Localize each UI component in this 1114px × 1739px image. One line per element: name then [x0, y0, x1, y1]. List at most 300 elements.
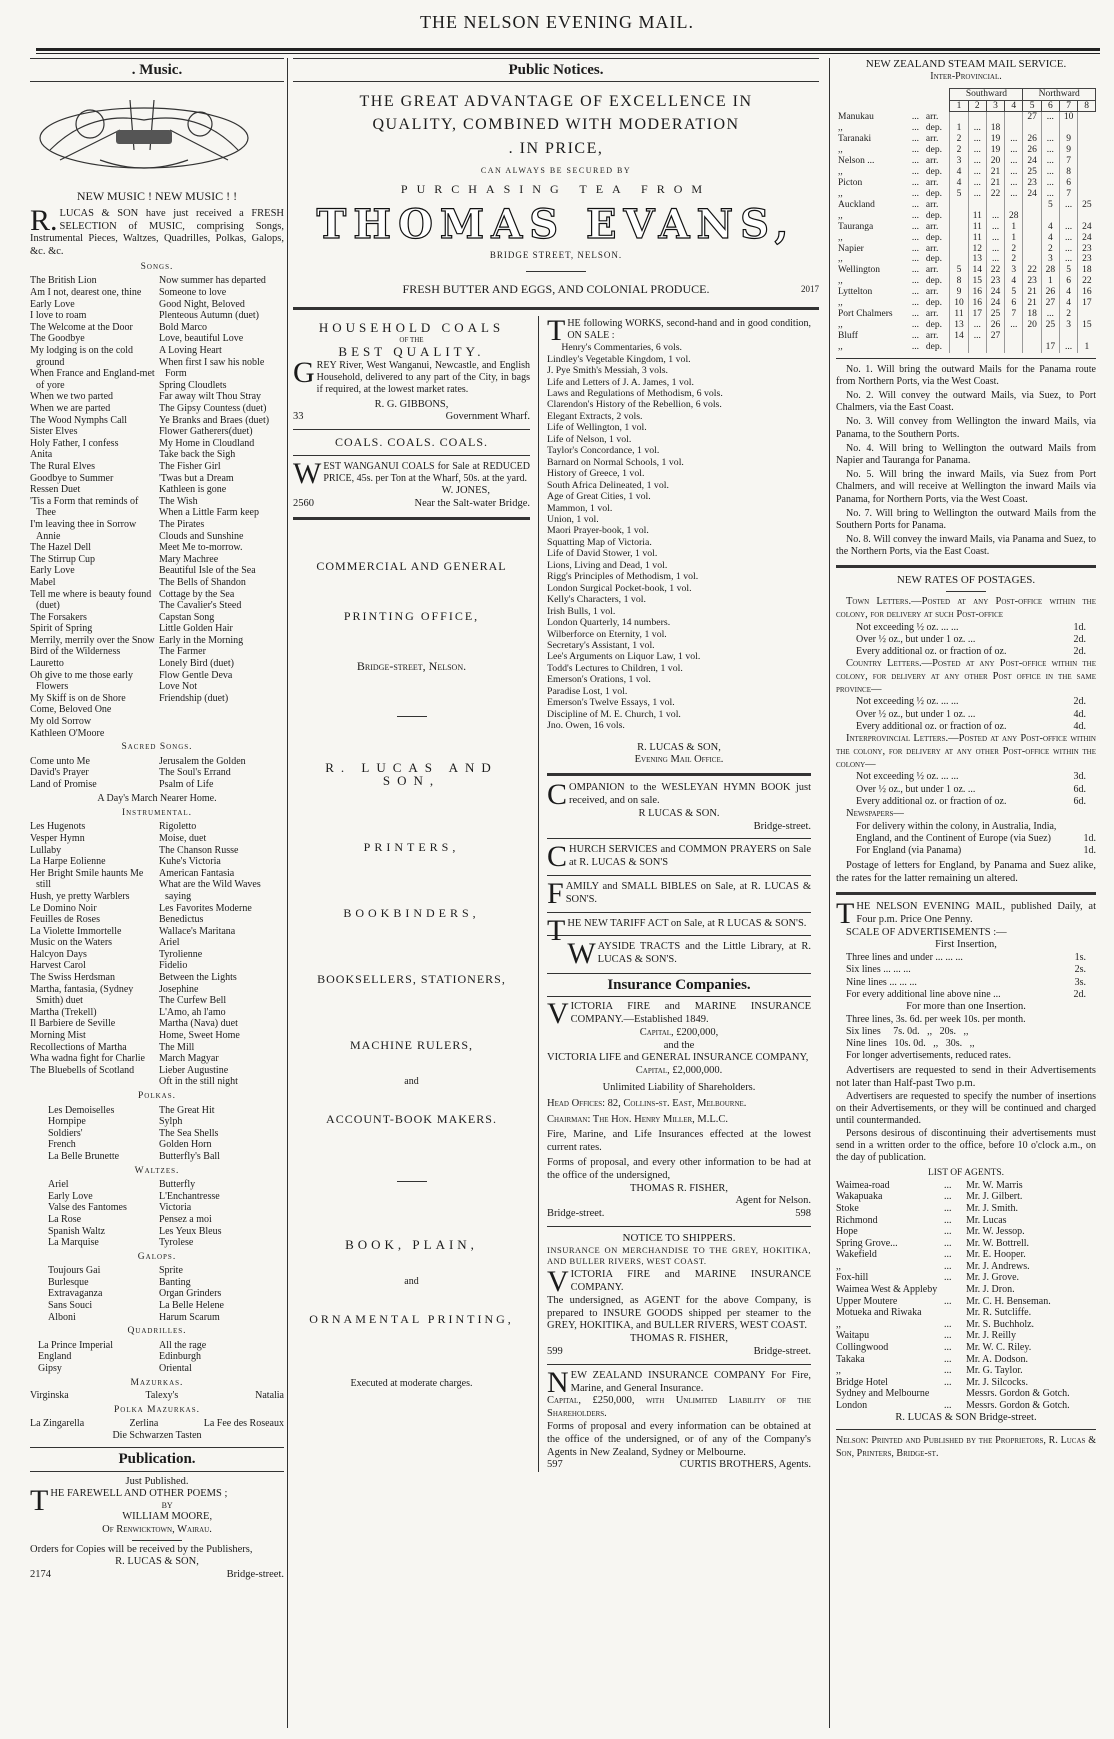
shippers-heading: NOTICE TO SHIPPERS.: [622, 1232, 736, 1245]
tea-secured: CAN ALWAYS BE SECURED BY: [480, 165, 632, 175]
table-cell: 17: [968, 309, 986, 320]
works-item: Life and Letters of J. A. James, 1 vol.: [547, 376, 694, 388]
table-cell: 8: [1059, 167, 1077, 178]
table-cell: 23: [986, 276, 1004, 287]
list-item: Bird of the Wilderness: [30, 646, 121, 658]
agent-row: [836, 1296, 1096, 1308]
list-item: Vesper Hymn: [30, 832, 85, 844]
rate-label: Not exceeding ½ oz. ... ...: [856, 621, 959, 633]
list-item: Benedictus: [159, 914, 204, 926]
table-cell: 26: [986, 320, 1004, 331]
agent-cell: ...: [944, 1342, 952, 1354]
coals-name: R. G. GIBBONS,: [374, 398, 449, 410]
nem-title: THE NELSON EVENING MAIL, published Daily, at Four p.m. Price One Penny.: [836, 896, 1096, 930]
table-cell: ...: [986, 233, 1004, 244]
table-row: [836, 298, 1096, 309]
table-cell: 15: [968, 276, 986, 287]
list-item: L'Enchantresse: [159, 1190, 220, 1202]
polka-mazurkas-list: [30, 1418, 284, 1430]
shippers-bridge: Bridge-street.: [753, 1345, 811, 1357]
list-item: Butterfly: [159, 1179, 196, 1191]
agent-cell: Motueka and Riwaka: [836, 1307, 922, 1319]
ad-bibles: FAMILY and SMALL BIBLES on Sale, at R. LUCAS & SON'S.: [547, 876, 811, 910]
table-row: [836, 167, 1096, 178]
list-item: Love Not: [159, 681, 198, 693]
list-item: La Marquise: [48, 1237, 99, 1249]
list-item: All the rage: [159, 1339, 207, 1351]
list-item: Josephine: [159, 983, 199, 995]
table-cell: 17: [1078, 298, 1096, 309]
printing-line-12: and: [404, 1275, 419, 1287]
table-cell: Port Chalmers: [838, 309, 893, 320]
rate-row: [856, 784, 1096, 796]
insurance-unlimited: Unlimited Liability of Shareholders.: [602, 1082, 756, 1094]
works-item: Irish Bulls, 1 vol.: [547, 605, 616, 617]
table-cell: 16: [968, 287, 986, 298]
agent-cell: Mr. C. H. Benseman.: [966, 1295, 1051, 1307]
table-cell: 14: [968, 265, 986, 276]
table-cell: 28: [1041, 265, 1059, 276]
table-cell: ...: [911, 188, 920, 199]
table-cell: ...: [1005, 167, 1023, 178]
list-item: La Rose: [48, 1213, 82, 1225]
table-cell: 24: [986, 298, 1004, 309]
table-cell: arr.: [925, 265, 939, 276]
waltzes-label: Waltzes.: [134, 1165, 180, 1176]
table-cell: 17: [1041, 342, 1059, 353]
publication-just: Just Published.: [125, 1475, 189, 1487]
list-item: Lauretto: [30, 658, 64, 670]
table-cell: 14: [950, 331, 968, 342]
list-item: Soldiers': [48, 1127, 83, 1139]
list-item: Martha, fantasia, (Sydney Smith) duet: [30, 983, 134, 1007]
coals-place: Government Wharf.: [445, 411, 530, 423]
list-item: Early Love: [30, 298, 75, 310]
list-item: Lonely Bird (duet): [159, 658, 234, 670]
table-cell: 21: [1023, 287, 1041, 298]
list-item: Rigoletto: [159, 821, 197, 833]
waltzes-right-list: [159, 1179, 266, 1249]
table-cell: Nelson ...: [838, 156, 875, 167]
table-cell: 2: [1005, 244, 1023, 255]
table-row: [836, 309, 1096, 320]
list-item: The Chanson Russe: [159, 844, 239, 856]
list-item: The Hazel Dell: [30, 542, 92, 554]
tea-line-2: QUALITY, COMBINED WITH MODERATION: [372, 116, 740, 134]
agent-cell: ...: [944, 1318, 952, 1330]
agent-row: [836, 1226, 1096, 1238]
table-cell: 2: [1059, 309, 1077, 320]
music-intro: R.LUCAS & SON have just received a FRESH SELECTION of MUSIC, comprising Songs, Instrumental Pieces, Waltzes, Quadrilles, Polkas, Galops, &c. &c.: [30, 203, 284, 258]
table-cell: 5: [1041, 200, 1059, 211]
table-cell: ...: [968, 189, 986, 200]
agent-cell: ...: [944, 1214, 952, 1226]
table-cell: [950, 222, 968, 233]
works-item: History of Greece, 1 vol.: [547, 468, 645, 480]
table-cell: ...: [911, 123, 920, 134]
list-item: Cottage by the Sea: [159, 588, 235, 600]
coals-heading-3: COALS. COALS. COALS.: [334, 435, 489, 450]
list-item: L'Amo, ah l'amo: [159, 1006, 226, 1018]
shippers-number: 599: [547, 1345, 563, 1357]
table-row: [836, 156, 1096, 167]
table-cell: ...: [1059, 342, 1077, 353]
list-item: Oft in the still night: [159, 1076, 238, 1088]
list-item: The Soul's Errand: [159, 767, 231, 779]
printing-line-10: ACCOUNT-BOOK MAKERS.: [326, 1111, 497, 1126]
list-item: The Rural Elves: [30, 460, 95, 472]
list-item: Valse des Fantomes: [48, 1202, 127, 1214]
agent-cell: Mr. W. Marris: [966, 1179, 1023, 1191]
rate-row: [856, 622, 1096, 634]
table-cell: [1078, 123, 1096, 134]
rule: [836, 1429, 1096, 1430]
agent-cell: Messrs. Gordon & Gotch.: [966, 1388, 1070, 1400]
agent-row: [836, 1319, 1096, 1331]
agent-row: [836, 1330, 1096, 1342]
rule: [836, 892, 1096, 895]
table-cell: [968, 200, 986, 211]
table-cell: [1023, 211, 1041, 222]
table-cell: ,,: [838, 298, 843, 309]
agent-cell: Mr. Lucas: [966, 1214, 1007, 1226]
table-cell: [1078, 309, 1096, 320]
tea-line-3: . IN PRICE,: [508, 139, 604, 157]
table-cell: 22: [986, 265, 1004, 276]
table-cell: [1023, 200, 1041, 211]
table-cell: 2: [950, 134, 968, 145]
mail-note: No. 5. Will bring the inward Mails, via Suez from Port Chalmers, and will receive at Wellington the inward Mails via Panama, for Northern Ports, via the West Coast.: [836, 469, 1096, 505]
list-item: La Zingarella: [30, 1417, 85, 1429]
table-cell: 22: [1078, 276, 1096, 287]
nem-more: For more than one Insertion.: [906, 1000, 1026, 1012]
agent-cell: Mr. J. Smith.: [966, 1202, 1018, 1214]
list-item: Anita: [30, 449, 53, 461]
table-row: [836, 189, 1096, 200]
rate-value: 3d.: [1073, 771, 1086, 783]
publication-orders: Orders for Copies will be received by the Publishers,: [30, 1543, 253, 1555]
table-cell: 15: [1078, 320, 1096, 331]
ad-hymn-address: Bridge-street.: [753, 820, 811, 832]
table-cell: ...: [986, 222, 1004, 233]
table-cell: 27: [1023, 112, 1041, 123]
agent-cell: Spring Grove...: [836, 1237, 898, 1249]
postage-newspapers: Newspapers—: [846, 808, 904, 819]
list-item: Mary Machree: [159, 553, 219, 565]
rate-value: 1d.: [1073, 621, 1086, 633]
list-item: La Violette Immortelle: [30, 925, 122, 937]
insurance-and-the: and the: [663, 1039, 695, 1051]
table-cell: ...: [1041, 189, 1059, 200]
table-row: [836, 211, 1096, 222]
table-cell: [950, 342, 968, 353]
table-cell: 5: [1059, 265, 1077, 276]
works-item: Lindley's Vegetable Kingdom, 1 vol.: [547, 353, 691, 365]
table-cell: Bluff: [838, 330, 858, 341]
agent-row: [836, 1203, 1096, 1215]
table-cell: 22: [1023, 265, 1041, 276]
table-cell: dep.: [925, 123, 943, 134]
rule: [547, 838, 811, 839]
table-cell: [986, 342, 1004, 353]
table-cell: 11: [968, 211, 986, 222]
list-item: Hornpipe: [48, 1116, 86, 1128]
table-cell: [1059, 123, 1077, 134]
agent-cell: Messrs. Gordon & Gotch.: [966, 1400, 1070, 1412]
rule: [293, 517, 530, 520]
table-cell: 5: [1005, 287, 1023, 298]
table-cell: [950, 211, 968, 222]
table-cell: ...: [911, 254, 920, 265]
list-item: Sister Elves: [30, 426, 78, 438]
table-cell: arr.: [925, 287, 939, 298]
publication-address: Bridge-street.: [226, 1569, 284, 1581]
list-item: Moise, duet: [159, 832, 207, 844]
insurance-forms: Forms of proposal, and every other information to be had at the office of the undersigned,: [547, 1157, 811, 1181]
agent-cell: Upper Moutere: [836, 1295, 898, 1307]
coals-number: 33: [293, 411, 304, 423]
list-item: Banting: [159, 1276, 191, 1288]
table-cell: 19: [986, 134, 1004, 145]
table-cell: ...: [1041, 167, 1059, 178]
table-cell: [1005, 123, 1023, 134]
list-item: Burlesque: [48, 1276, 89, 1288]
column-header: 8: [1078, 100, 1096, 112]
rule: [547, 773, 811, 776]
works-item: Secretary's Assistant, 1 vol.: [547, 639, 655, 651]
music-subhead: NEW MUSIC ! NEW MUSIC ! !: [76, 189, 238, 204]
list-item: Come unto Me: [30, 755, 90, 767]
table-cell: Wellington: [838, 265, 880, 276]
list-item: Harum Scarum: [159, 1311, 220, 1323]
table-cell: dep.: [925, 298, 943, 309]
works-item: Elegant Extracts, 2 vols.: [547, 410, 643, 422]
postage-news-2: [836, 845, 1096, 857]
table-cell: 24: [1023, 156, 1041, 167]
agent-cell: Wakapuaka: [836, 1191, 883, 1203]
table-cell: 11: [968, 222, 986, 233]
music-heading: . Music.: [30, 58, 284, 82]
list-item: Fidelio: [159, 960, 188, 972]
agent-cell: ...: [944, 1365, 952, 1377]
rule: [547, 1226, 811, 1227]
agent-cell: Bridge Hotel: [836, 1376, 888, 1388]
table-cell: arr.: [925, 177, 939, 188]
table-cell: ...: [911, 243, 920, 254]
table-cell: 24: [1078, 233, 1096, 244]
table-cell: ...: [1005, 320, 1023, 331]
works-item: Life of David Stower, 1 vol.: [547, 548, 658, 560]
list-item: Feuilles de Roses: [30, 914, 100, 926]
table-cell: 10: [950, 298, 968, 309]
list-item: Bold Marco: [159, 321, 208, 333]
table-cell: 10: [1059, 112, 1077, 123]
table-cell: [1041, 331, 1059, 342]
table-cell: 6: [1059, 276, 1077, 287]
list-item: The British Lion: [30, 275, 97, 287]
instrumental-right-list: [159, 821, 284, 1088]
agent-cell: Waimea West & Appleby: [836, 1284, 938, 1296]
insurance-head-offices: Head Offices: 82, Collins-st. East, Melbourne.: [547, 1097, 747, 1109]
postage-news-1: [836, 821, 1096, 845]
table-cell: ...: [911, 156, 920, 167]
table-cell: ...: [1059, 244, 1077, 255]
table-cell: 1: [950, 123, 968, 134]
table-cell: ...: [1041, 156, 1059, 167]
list-item: Les Demoiselles: [48, 1104, 115, 1116]
instrumental-left-list: [30, 821, 155, 1088]
table-cell: [1078, 189, 1096, 200]
table-cell: [968, 112, 986, 123]
table-cell: arr.: [925, 112, 939, 123]
table-cell: [1078, 145, 1096, 156]
table-cell: 28: [1005, 211, 1023, 222]
table-cell: ...: [1059, 254, 1077, 265]
list-item: The Pirates: [159, 518, 205, 530]
rate-row: [856, 646, 1096, 658]
news2-text: For England (via Panama): [856, 845, 962, 857]
list-item: Pensez a moi: [159, 1213, 212, 1225]
insurance-name: THOMAS R. FISHER,: [629, 1182, 729, 1194]
music-banner-illustration: [30, 90, 258, 176]
list-item: La Harpe Eolienne: [30, 856, 106, 868]
table-cell: dep.: [925, 188, 943, 199]
table-cell: [1059, 211, 1077, 222]
table-cell: [950, 200, 968, 211]
table-cell: ...: [911, 276, 920, 287]
list-item: Ariel: [159, 937, 180, 949]
quadrilles-label: Quadrilles.: [127, 1326, 187, 1337]
table-cell: [1059, 331, 1077, 342]
table-cell: Lyttelton: [838, 287, 873, 298]
agent-row: [836, 1261, 1096, 1273]
agent-cell: Mr. R. Sutcliffe.: [966, 1307, 1032, 1319]
table-cell: ,,: [838, 167, 843, 178]
list-item: American Fantasia: [159, 867, 235, 879]
publication-by: BY: [161, 1501, 173, 1511]
rule: [397, 716, 427, 717]
polkas-right-list: [159, 1105, 266, 1163]
coals-heading: HOUSEHOLD COALS: [318, 319, 505, 335]
table-row: [836, 331, 1096, 342]
printing-line-13: ORNAMENTAL PRINTING,: [309, 1311, 514, 1326]
table-cell: ...: [1041, 309, 1059, 320]
table-cell: Manukau: [838, 112, 874, 123]
agents-heading: LIST OF AGENTS.: [927, 1168, 1005, 1179]
sacred-right-list: [159, 756, 284, 791]
list-item: Golden Horn: [159, 1139, 212, 1151]
list-item: Ariel: [48, 1179, 69, 1191]
list-item: Beautiful Isle of the Sea: [159, 565, 256, 577]
column-header: 5: [1023, 100, 1041, 112]
list-item: Halcyon Days: [30, 948, 87, 960]
agent-cell: Mr. W. Jessop.: [966, 1226, 1025, 1238]
mail-schedule-table: [836, 88, 1096, 353]
table-cell: 1: [1041, 276, 1059, 287]
insurance-chairman: Chairman: The Hon. Henry Miller, M.L.C.: [547, 1113, 729, 1125]
works-item: Henry's Commentaries, 6 vols.: [561, 342, 683, 354]
list-item: Early Love: [30, 565, 75, 577]
mazurkas-list: [30, 1390, 284, 1402]
table-cell: [1023, 254, 1041, 265]
rate-row: [856, 796, 1096, 808]
list-item: Natalia: [255, 1390, 284, 1402]
list-item: When we two parted: [30, 391, 114, 403]
table-cell: 18: [986, 123, 1004, 134]
tea-purchasing: PURCHASING TEA FROM: [400, 181, 712, 196]
list-item: Clouds and Sunshine: [159, 530, 244, 542]
publication-number: 2174: [30, 1569, 51, 1581]
insurance-victoria-1: VICTORIA FIRE and MARINE INSURANCE COMPANY.—Established 1849.: [547, 997, 811, 1031]
table-cell: [950, 254, 968, 265]
coals-body: GREY River, West Wanganui, Newcastle, and English Household, delivered to any part of the City, in bags if required, at the lowest market rates.: [293, 356, 530, 396]
list-item: The Wish: [159, 495, 198, 507]
table-cell: [986, 112, 1004, 123]
table-cell: 21: [1023, 298, 1041, 309]
agent-cell: Takaka: [836, 1353, 865, 1365]
printing-line-2: PRINTING OFFICE,: [343, 608, 480, 623]
table-cell: 21: [986, 167, 1004, 178]
agent-cell: ...: [944, 1400, 952, 1412]
agent-cell: [944, 1307, 966, 1319]
list-item: Hush, ye pretty Warblers: [30, 890, 130, 902]
polkas-label: Polkas.: [138, 1091, 176, 1102]
rate-label: Nine lines ... ... ...: [846, 976, 917, 988]
table-cell: [1023, 342, 1041, 353]
table-cell: ...: [1005, 178, 1023, 189]
list-item: I love to roam: [30, 310, 87, 322]
agent-cell: Richmond: [836, 1214, 878, 1226]
thomas-evans-title: THOMAS EVANS,: [316, 201, 796, 249]
agent-row: [836, 1307, 1096, 1319]
table-cell: ,,: [838, 319, 843, 330]
songs-right-list: [159, 275, 284, 739]
list-item: Goodbye to Summer: [30, 472, 114, 484]
works-list: [547, 342, 811, 731]
works-item: Discipline of M. E. Church, 1 vol.: [547, 708, 681, 720]
table-cell: ...: [911, 177, 920, 188]
list-item: Come, Beloved One: [30, 704, 112, 716]
list-item: Le Domino Noir: [30, 902, 97, 914]
postage-town: Town Letters.—Posted at any Post-office within the colony, for delivery at such Post-office: [836, 595, 1096, 620]
works-item: Barnard on Normal Schools, 1 vol.: [547, 456, 684, 468]
list-item: Martha (Nava) duet: [159, 1018, 238, 1030]
list-item: The Bluebells of Scotland: [30, 1064, 135, 1076]
agent-row: [836, 1388, 1096, 1400]
rule: [293, 455, 530, 456]
agent-cell: ...: [944, 1226, 952, 1238]
table-cell: [1005, 200, 1023, 211]
table-cell: 18: [1078, 265, 1096, 276]
publication-publisher: R. LUCAS & SON,: [115, 1556, 199, 1568]
works-item: Maori Prayer-book, 1 vol.: [547, 525, 649, 537]
rule: [836, 565, 1096, 568]
table-cell: dep.: [925, 167, 943, 178]
polka-mazurkas-label: Polka Mazurkas.: [114, 1405, 200, 1416]
quadrilles-left-list: [38, 1340, 155, 1375]
list-item: Love, beautiful Love: [159, 333, 244, 345]
table-cell: 4: [1041, 233, 1059, 244]
table-cell: ...: [911, 265, 920, 276]
rule: [836, 358, 1096, 359]
mail-notes: [836, 364, 1096, 559]
table-cell: 24: [986, 287, 1004, 298]
postage-heading: NEW RATES OF POSTAGES.: [896, 573, 1036, 586]
table-cell: [1078, 211, 1096, 222]
list-item: Zerlina: [129, 1417, 159, 1429]
list-item: Her Bright Smile haunts Me still: [30, 867, 144, 891]
table-cell: 18: [1023, 309, 1041, 320]
